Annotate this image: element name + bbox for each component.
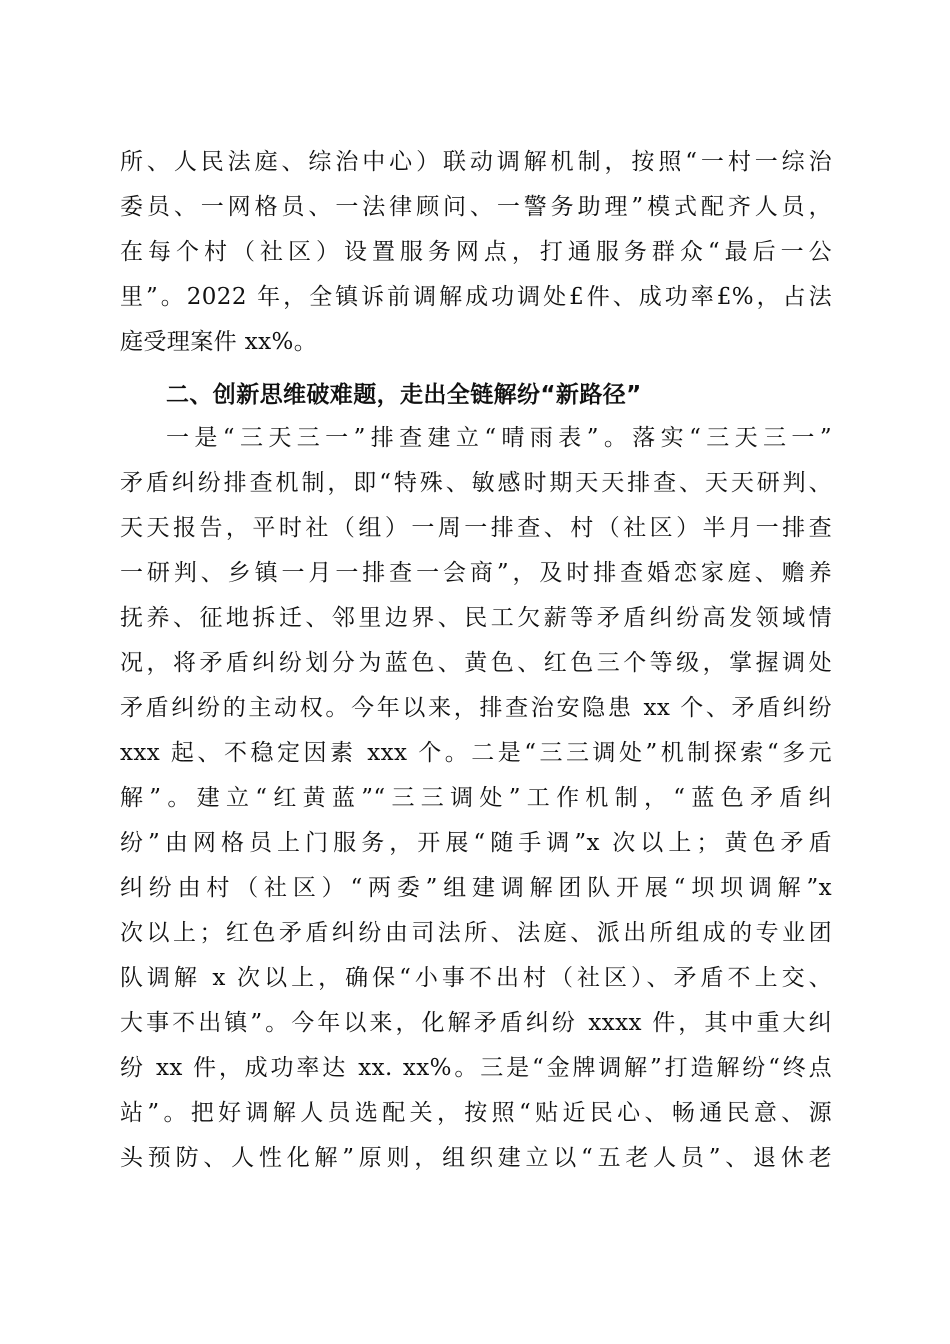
paragraph-line: 抚养、征地拆迁、邻里边界、民工欠薪等矛盾纠纷高发领域情 [120,605,832,631]
section-heading: 二、创新思维破难题，走出全链解纷“新路径” [166,382,642,408]
paragraph-line: 纷 xx 件，成功率达 xx. xx%。三是“金牌调解”打造解纷“终点 [120,1055,832,1081]
paragraph-line: 大事不出镇”。今年以来，化解矛盾纠纷 xxxx 件，其中重大纠 [120,1010,832,1036]
paragraph-line: xxx 起、不稳定因素 xxx 个。二是“三三调处”机制探索“多元 [120,740,832,766]
paragraph-line: 队调解 x 次以上，确保“小事不出村（社区）、矛盾不上交、 [120,965,832,991]
document-page [120,140,832,1181]
paragraph-line: 矛盾纠纷的主动权。今年以来，排查治安隐患 xx 个、矛盾纠纷 [120,695,832,721]
paragraph-line: 所、人民法庭、综治中心）联动调解机制，按照“一村一综治 [120,149,832,175]
paragraph-line: 次以上；红色矛盾纠纷由司法所、法庭、派出所组成的专业团 [120,920,832,946]
paragraph-line: 站”。把好调解人员选配关，按照“贴近民心、畅通民意、源 [120,1100,832,1126]
paragraph-line: 里”。2022 年，全镇诉前调解成功调处£件、成功率£%，占法 [120,284,832,310]
paragraph-line: 一研判、乡镇一月一排查一会商”，及时排查婚恋家庭、赡养 [120,560,832,586]
paragraph-line: 在每个村（社区）设置服务网点，打通服务群众“最后一公 [120,239,832,265]
paragraph-line: 一是“三天三一”排查建立“晴雨表”。落实“三天三一” [166,425,832,451]
paragraph-line: 纠纷由村（社区）“两委”组建调解团队开展“坝坝调解”x [120,875,832,901]
paragraph-line: 纷”由网格员上门服务，开展“随手调”x 次以上；黄色矛盾 [120,830,832,856]
paragraph-line: 庭受理案件 xx%。 [120,329,318,355]
paragraph-line: 头预防、人性化解”原则，组织建立以“五老人员”、退休老 [120,1145,832,1171]
paragraph-line: 解”。建立“红黄蓝”“三三调处”工作机制，“蓝色矛盾纠 [120,785,832,811]
paragraph-line: 委员、一网格员、一法律顾问、一警务助理”模式配齐人员， [120,194,832,220]
paragraph-line: 况，将矛盾纠纷划分为蓝色、黄色、红色三个等级，掌握调处 [120,650,832,676]
paragraph-line: 矛盾纠纷排查机制，即“特殊、敏感时期天天排查、天天研判、 [120,470,832,496]
paragraph-line: 天天报告，平时社（组）一周一排查、村（社区）半月一排查 [120,515,832,541]
